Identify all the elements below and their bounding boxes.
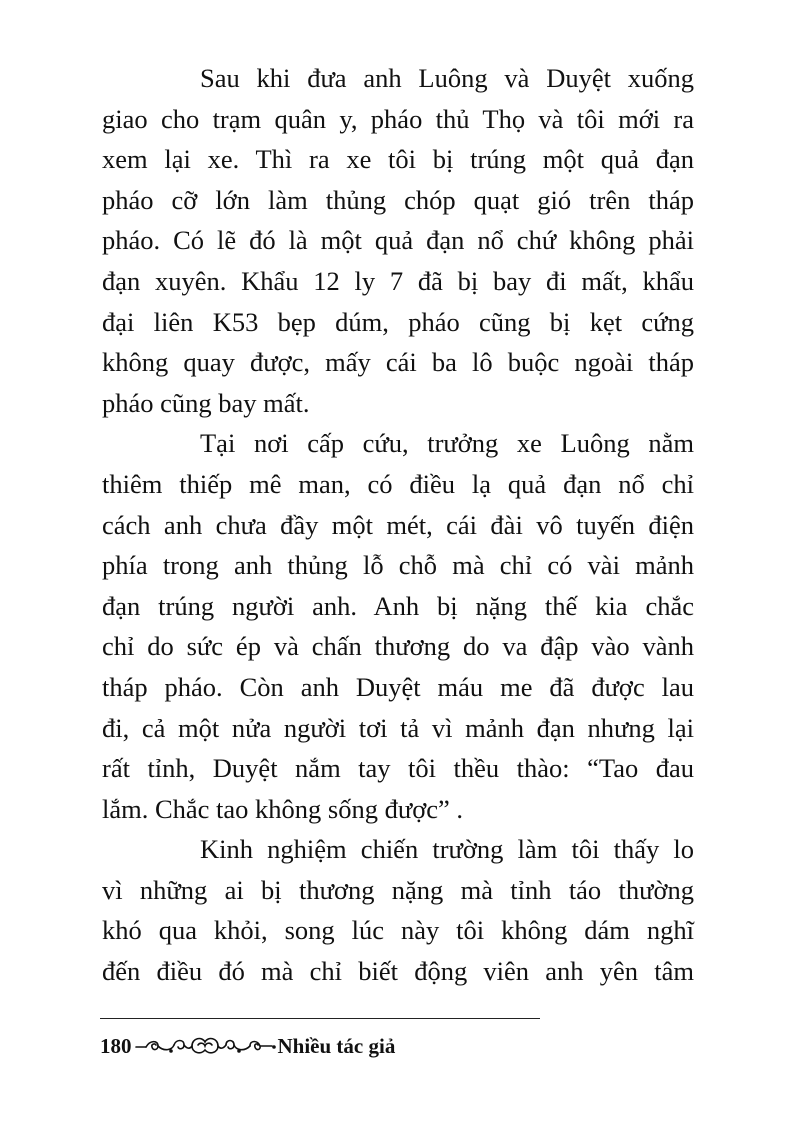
paragraph-2-line-6: chỉ do sức ép và chấn thương do va đập vào vành — [102, 631, 694, 662]
decorative-flourish-icon — [134, 1034, 276, 1058]
paragraph-2-line-10: lắm. Chắc tao không sống được” . — [102, 793, 464, 824]
author-name: Nhiều tác giả — [277, 1033, 396, 1058]
paragraph-1-line-6: đạn xuyên. Khẩu 12 ly 7 đã bị bay đi mất, khẩu — [102, 265, 694, 296]
paragraph-2-line-4: phía trong anh thủng lỗ chỗ mà chỉ có vài mảnh — [102, 550, 694, 581]
body-text — [102, 58, 694, 992]
page-footer — [100, 1031, 395, 1061]
paragraph-2-line-8: đi, cả một nửa người tơi tả vì mảnh đạn nhưng lại — [102, 712, 694, 743]
paragraph-3-line-2: vì những ai bị thương nặng mà tỉnh táo thường — [102, 874, 694, 905]
footer-divider — [100, 1018, 540, 1019]
paragraph-3-line-3: khó qua khỏi, song lúc này tôi không dám nghĩ — [102, 915, 694, 946]
paragraph-2-line-3: cách anh chưa đầy một mét, cái đài vô tuyến điện — [102, 509, 694, 540]
paragraph-2-line-7: tháp pháo. Còn anh Duyệt máu me đã được lau — [102, 671, 694, 702]
paragraph-1-line-8: không quay được, mấy cái ba lô buộc ngoài tháp — [102, 347, 694, 378]
paragraph-2-line-5: đạn trúng người anh. Anh bị nặng thế kia chắc — [102, 590, 694, 621]
paragraph-1-line-9: pháo cũng bay mất. — [102, 387, 310, 418]
paragraph-3-line-4: đến điều đó mà chỉ biết động viên anh yên tâm — [102, 956, 694, 987]
paragraph-1-line-4: pháo cỡ lớn làm thủng chóp quạt gió trên tháp — [102, 184, 694, 215]
paragraph-1-line-2: giao cho trạm quân y, pháo thủ Thọ và tôi mới ra — [102, 103, 694, 134]
paragraph-3-line-1: Kinh nghiệm chiến trường làm tôi thấy lo — [200, 834, 694, 865]
paragraph-2-line-2: thiêm thiếp mê man, có điều lạ quả đạn nổ chỉ — [102, 468, 694, 499]
paragraph-2-line-1: Tại nơi cấp cứu, trưởng xe Luông nằm — [200, 428, 694, 459]
paragraph-2-line-9: rất tỉnh, Duyệt nắm tay tôi thều thào: “Tao đau — [102, 753, 694, 784]
paragraph-1-line-1: Sau khi đưa anh Luông và Duyệt xuống — [200, 63, 694, 93]
paragraph-1-line-5: pháo. Có lẽ đó là một quả đạn nổ chứ không phải — [102, 225, 694, 256]
paragraph-1-line-3: xem lại xe. Thì ra xe tôi bị trúng một quả đạn — [102, 144, 694, 175]
page-number: 180 — [100, 1033, 132, 1058]
paragraph-1-line-7: đại liên K53 bẹp dúm, pháo cũng bị kẹt cứng — [102, 306, 694, 337]
